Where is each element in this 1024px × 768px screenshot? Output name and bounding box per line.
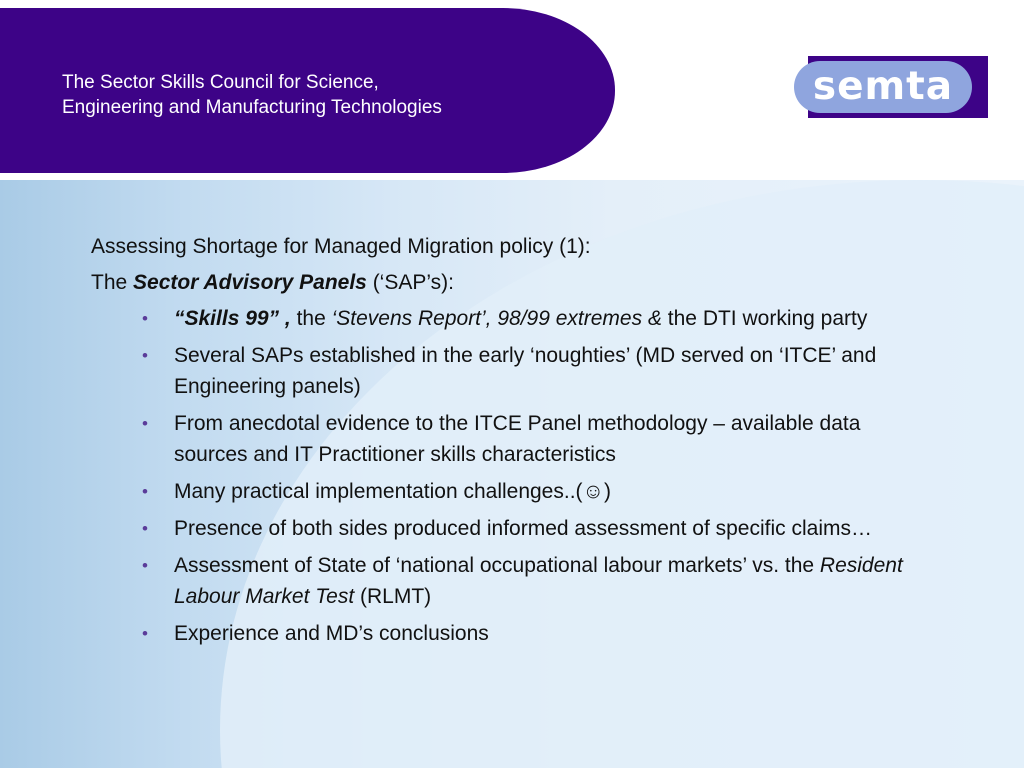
slide-intro [91, 267, 931, 298]
bullet-item [91, 550, 931, 612]
bullet-list [91, 303, 931, 649]
slide-content [91, 231, 931, 655]
bullet-item [91, 476, 931, 507]
bullet-text: Assessment of State of ‘national occupational labour markets’ vs. the [174, 554, 820, 577]
bullet-text: Several SAPs established in the early ‘noughties’ (MD served on ‘ITCE’ and Engineering panels) [174, 344, 877, 398]
bullet-item [91, 408, 931, 470]
semta-logo [790, 56, 988, 118]
ampersand-text: & [642, 307, 662, 330]
header-title [62, 70, 442, 120]
bullet-text: Many practical implementation challenges..(☺) [174, 480, 611, 503]
intro-suffix: (‘SAP’s): [366, 271, 454, 294]
intro-emphasis: Sector Advisory Panels [133, 271, 367, 294]
bullet-dot: • [142, 414, 148, 433]
bullet-item [91, 618, 931, 649]
logo-text: semta [812, 64, 954, 109]
bullet-text: the [290, 307, 332, 330]
bullet-item [91, 513, 931, 544]
bullet-dot: • [142, 556, 148, 575]
bullet-item [91, 303, 931, 334]
bullet-text: Presence of both sides produced informed assessment of specific claims… [174, 517, 872, 540]
bullet-text: the DTI working party [661, 307, 868, 330]
bullet-dot: • [142, 519, 148, 538]
slide-heading: Assessing Shortage for Managed Migration policy (1): [91, 235, 591, 258]
rlmt-emphasis: Resident Labour Market Test [174, 554, 903, 608]
bullet-dot: • [142, 624, 148, 643]
header-title-line-1: The Sector Skills Council for Science, [62, 72, 379, 93]
skills-99-text: “Skills 99” , [174, 307, 291, 330]
bullet-dot: • [142, 482, 148, 501]
intro-prefix: The [91, 271, 134, 294]
bullet-item [91, 340, 931, 402]
bullet-text: From anecdotal evidence to the ITCE Panel methodology – available data sources and IT Practitioner skills characteristics [174, 412, 861, 466]
bullet-dot: • [142, 309, 148, 328]
bullet-text: Experience and MD’s conclusions [174, 622, 489, 645]
bullet-text: (RLMT) [354, 585, 432, 608]
stevens-report-text: ‘Stevens Report’, 98/99 extremes [331, 307, 643, 330]
bullet-dot: • [142, 346, 148, 365]
header-title-line-2: Engineering and Manufacturing Technologies [62, 97, 442, 118]
